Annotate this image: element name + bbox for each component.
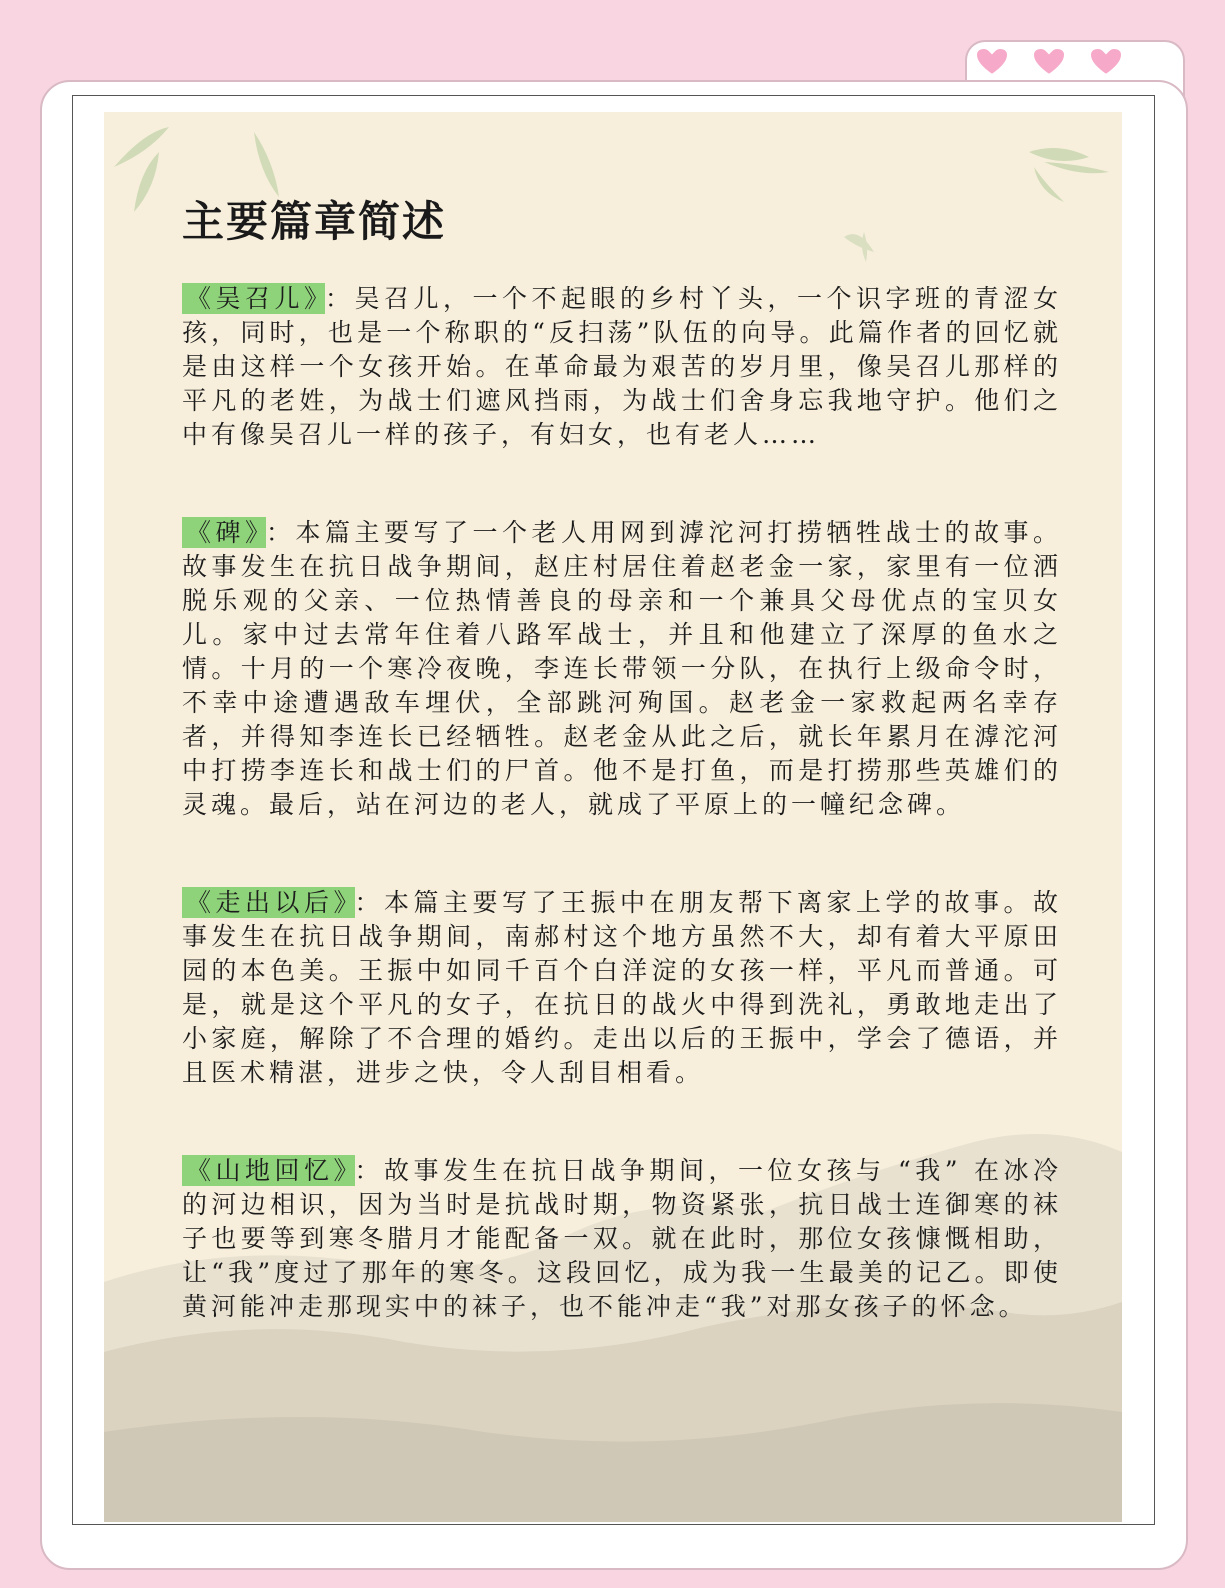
chapter-body: 本篇主要写了王振中在朋友帮下离家上学的故事。故事发生在抗日战争期间，南郝村这个地方虽然不大，却有着大平原田园的本色美。王振中如同千百个白洋淀的女孩一样，平凡而普通。可是，就是这个平凡的女子，在抗日的战火中得到洗礼，勇敢地走出了小家庭，解除了不合理的婚约。走出以后的王振中，学会了德语，并且医术精湛，进步之快，令人刮目相看。: [182, 888, 1062, 1087]
chapter-paragraph: 《吴召儿》 ：吴召儿，一个不起眼的乡村丫头，一个识字班的青涩女孩，同时，也是一个称职的“反扫荡”队伍的向导。此篇作者的回忆就是由这样一个女孩开始。在革命最为艰苦的岁月里，像吴召儿那样的平凡的老姓，为战士们遮风挡雨，为战士们舍身忘我地守护。他们之中有像吴召儿一样的孩子，有妇女，也有老人……: [182, 284, 1062, 449]
chapter-summary: [182, 282, 1062, 452]
chapter-heading: 《碑》: [182, 517, 266, 548]
chapter-paragraph: 《山地回忆》 ：故事发生在抗日战争期间，一位女孩与 “我” 在冰冷的河边相识，因为当时是抗战时期，物资紧张，抗日战士连御寒的袜子也要等到寒冬腊月才能配备一双。就在此时，那位女孩慷慨相助，让“我”度过了那年的寒冬。这段回忆，成为我一生最美的记乙。即使黄河能冲走那现实中的袜子，也不能冲走“我”对那女孩子的怀念。: [182, 1156, 1062, 1321]
chapter-summary: [182, 886, 1062, 1090]
chapter-body: 本篇主要写了一个老人用网到滹沱河打捞牺牲战士的故事。故事发生在抗日战争期间，赵庄村居住着赵老金一家，家里有一位洒脱乐观的父亲、一位热情善良的母亲和一个兼具父母优点的宝贝女儿。家中过去常年住着八路军战士，并且和他建立了深厚的鱼水之情。十月的一个寒冷夜晚，李连长带领一分队，在执行上级命令时，不幸中途遭遇敌车埋伏，全部跳河殉国。赵老金一家救起两名幸存者，并得知李连长已经牺牲。赵老金从此之后，就长年累月在滹沱河中打捞李连长和战士们的尸首。他不是打鱼，而是打捞那些英雄们的灵魂。最后，站在河边的老人，就成了平原上的一幢纪念碑。: [182, 518, 1062, 819]
chapter-summary: [182, 516, 1062, 822]
chapter-body: 故事发生在抗日战争期间，一位女孩与 “我” 在冰冷的河边相识，因为当时是抗战时期，物资紧张，抗日战士连御寒的袜子也要等到寒冬腊月才能配备一双。就在此时，那位女孩慷慨相助，让“我”度过了那年的寒冬。这段回忆，成为我一生最美的记乙。即使黄河能冲走那现实中的袜子，也不能冲走“我”对那女孩子的怀念。: [182, 1156, 1062, 1321]
heart-icon: [975, 47, 1009, 77]
chapter-paragraph: 《走出以后》 ：本篇主要写了王振中在朋友帮下离家上学的故事。故事发生在抗日战争期间，南郝村这个地方虽然不大，却有着大平原田园的本色美。王振中如同千百个白洋淀的女孩一样，平凡而普通。可是，就是这个平凡的女子，在抗日的战火中得到洗礼，勇敢地走出了小家庭，解除了不合理的婚约。走出以后的王振中，学会了德语，并且医术精湛，进步之快，令人刮目相看。: [182, 888, 1062, 1087]
chapter-heading: 《山地回忆》: [182, 1155, 355, 1186]
chapter-summary: [182, 1154, 1062, 1324]
document-content: [182, 192, 1062, 1388]
chapter-heading: 《走出以后》: [182, 887, 355, 918]
heart-icon: [1032, 47, 1066, 77]
page-title: 主要篇章简述: [182, 197, 447, 246]
chapter-paragraph: 《碑》 ：本篇主要写了一个老人用网到滹沱河打捞牺牲战士的故事。故事发生在抗日战争期间，赵庄村居住着赵老金一家，家里有一位洒脱乐观的父亲、一位热情善良的母亲和一个兼具父母优点的宝贝女儿。家中过去常年住着八路军战士，并且和他建立了深厚的鱼水之情。十月的一个寒冷夜晚，李连长带领一分队，在执行上级命令时，不幸中途遭遇敌车埋伏，全部跳河殉国。赵老金一家救起两名幸存者，并得知李连长已经牺牲。赵老金从此之后，就长年累月在滹沱河中打捞李连长和战士们的尸首。他不是打鱼，而是打捞那些英雄们的灵魂。最后，站在河边的老人，就成了平原上的一幢纪念碑。: [182, 518, 1062, 819]
paper-sheet: [104, 112, 1122, 1522]
chapter-heading: 《吴召儿》: [182, 283, 325, 314]
chapter-body: 吴召儿，一个不起眼的乡村丫头，一个识字班的青涩女孩，同时，也是一个称职的“反扫荡”队伍的向导。此篇作者的回忆就是由这样一个女孩开始。在革命最为艰苦的岁月里，像吴召儿那样的平凡的老姓，为战士们遮风挡雨，为战士们舍身忘我地守护。他们之中有像吴召儿一样的孩子，有妇女，也有老人……: [182, 284, 1062, 449]
heart-icon: [1089, 47, 1123, 77]
